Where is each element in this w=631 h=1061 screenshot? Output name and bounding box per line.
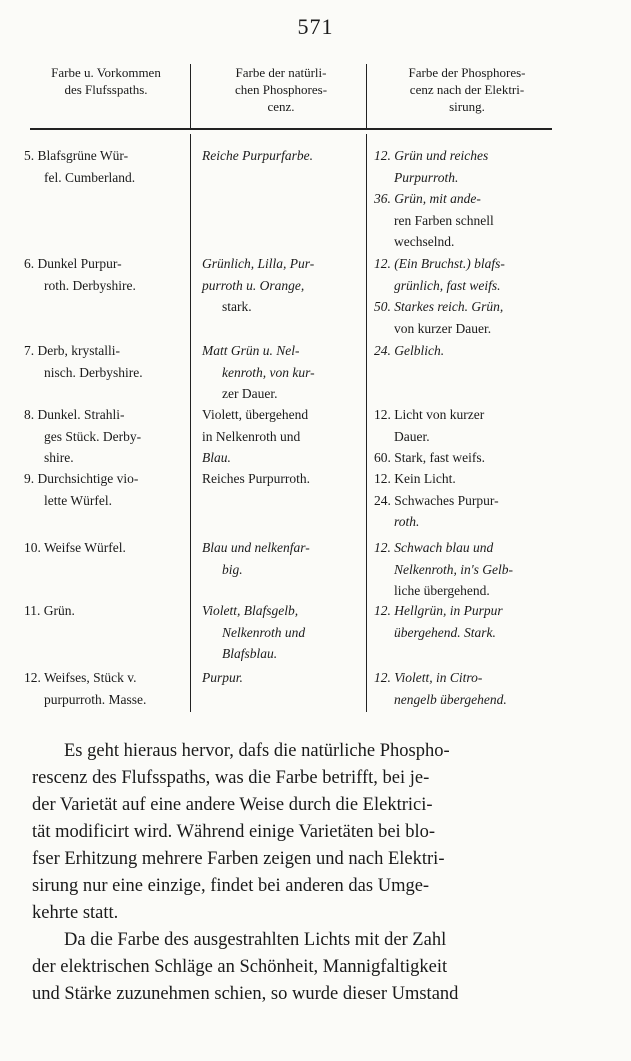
cell-line: 24. Schwaches Purpur- <box>374 492 499 508</box>
cell-line: 12. Grün und reiches <box>374 148 489 163</box>
electric-cell <box>374 600 554 643</box>
electric-cell <box>374 667 554 710</box>
cell-line: 5. Blafsgrüne Wür- <box>24 148 129 163</box>
cell-line: ren Farben schnell <box>394 212 494 228</box>
electric-cell <box>374 253 554 339</box>
cell-line: Purpurroth. <box>394 169 459 185</box>
electric-cell <box>374 537 554 602</box>
column-divider <box>190 134 191 712</box>
cell-line: Violett, Blafsgelb, <box>202 603 299 618</box>
cell-line: Nelkenroth und <box>222 624 306 640</box>
variety-cell <box>24 600 184 622</box>
cell-line: grünlich, fast weifs. <box>394 277 501 293</box>
variety-cell <box>24 340 184 383</box>
cell-line: 9. Durchsichtige vio- <box>24 471 139 486</box>
header-col-3 <box>372 64 562 115</box>
cell-line: Blafsblau. <box>222 646 278 661</box>
cell-line: Grünlich, Lilla, Pur- <box>202 256 315 271</box>
cell-line: purroth u. Orange, <box>202 277 305 293</box>
cell-line: stark. <box>222 299 252 314</box>
cell-line: ges Stück. Derby- <box>44 428 142 444</box>
cell-line: 12. Licht von kurzer <box>374 407 485 422</box>
cell-line: Dauer. <box>394 428 430 444</box>
header-divider <box>190 64 191 130</box>
electric-cell <box>374 340 554 362</box>
variety-cell <box>24 145 184 188</box>
header-line: Farbe der Phosphores- <box>408 65 526 80</box>
cell-line: purpurroth. Masse. <box>44 691 147 707</box>
text-line: rescenz des Flufsspaths, was die Farbe betrifft, bei je- <box>32 768 430 788</box>
text-line: der Varietät auf eine andere Weise durch die Elektrici- <box>32 795 433 815</box>
natural-cell <box>202 340 357 405</box>
cell-line: nengelb übergehend. <box>394 691 507 707</box>
natural-cell <box>202 667 357 689</box>
text-line: und Stärke zuzunehmen schien, so wurde dieser Umstand <box>32 984 459 1004</box>
cell-line: Blau. <box>202 450 231 465</box>
cell-line: roth. Derbyshire. <box>44 277 136 293</box>
cell-line: Reiches Purpurroth. <box>202 471 310 486</box>
cell-line: wechselnd. <box>394 234 455 249</box>
cell-line: Matt Grün u. Nel- <box>202 343 300 358</box>
cell-line: 36. Grün, mit ande- <box>374 191 481 206</box>
page-number: 571 <box>297 14 334 39</box>
body-text <box>32 738 552 1008</box>
cell-line: 50. Starkes reich. Grün, <box>374 299 504 314</box>
cell-line: übergehend. Stark. <box>394 624 496 640</box>
natural-cell <box>202 537 357 580</box>
cell-line: big. <box>222 561 243 577</box>
cell-line: 8. Dunkel. Strahli- <box>24 407 125 422</box>
cell-line: Blau und nelkenfar- <box>202 540 310 555</box>
cell-line: roth. <box>394 514 420 529</box>
text-line: Da die Farbe des ausgestrahlten Lichts mit der Zahl <box>64 930 447 950</box>
cell-line: 12. Schwach blau und <box>374 540 494 555</box>
cell-line: liche übergehend. <box>394 583 490 598</box>
text-line: tät modificirt wird. Während einige Varietäten bei blo- <box>32 822 436 842</box>
cell-line: Nelkenroth, in's Gelb- <box>394 561 513 577</box>
header-line: sirung. <box>449 99 485 114</box>
natural-cell <box>202 253 357 318</box>
cell-line: 10. Weifse Würfel. <box>24 540 126 555</box>
cell-line: fel. Cumberland. <box>44 169 136 185</box>
text-line: kehrte statt. <box>32 903 119 923</box>
column-divider <box>366 134 367 712</box>
cell-line: zer Dauer. <box>222 386 278 401</box>
header-col-2 <box>196 64 366 115</box>
cell-line: 11. Grün. <box>24 603 75 618</box>
cell-line: Purpur. <box>202 670 243 685</box>
header-line: cenz. <box>267 99 295 114</box>
cell-line: nisch. Derbyshire. <box>44 364 143 380</box>
variety-cell <box>24 667 184 710</box>
cell-line: lette Würfel. <box>44 492 112 508</box>
cell-line: von kurzer Dauer. <box>394 320 492 336</box>
paragraph <box>32 738 552 927</box>
variety-cell <box>24 404 184 469</box>
cell-line: 60. Stark, fast weifs. <box>374 450 485 465</box>
electric-cell <box>374 145 554 253</box>
paragraph <box>32 927 552 1008</box>
variety-cell <box>24 253 184 296</box>
cell-line: Violett, übergehend <box>202 407 309 422</box>
text-line: der elektrischen Schläge an Schönheit, Mannigfaltigkeit <box>32 957 448 977</box>
natural-cell <box>202 145 357 167</box>
table-header <box>20 58 560 128</box>
electric-cell <box>374 468 554 533</box>
natural-cell <box>202 468 357 490</box>
cell-line: 6. Dunkel Purpur- <box>24 256 122 271</box>
header-divider <box>366 64 367 130</box>
natural-cell <box>202 404 357 469</box>
variety-cell <box>24 537 184 559</box>
cell-line: 12. Kein Licht. <box>374 471 456 486</box>
header-line: des Flufsspaths. <box>64 82 148 97</box>
cell-line: 12. Weifses, Stück v. <box>24 670 137 685</box>
text-line: sirung nur eine einzige, findet bei anderen das Umge- <box>32 876 430 896</box>
text-line: Es geht hieraus hervor, dafs die natürliche Phospho- <box>64 741 450 761</box>
natural-cell <box>202 600 357 665</box>
header-line: cenz nach der Elektri- <box>409 82 525 97</box>
cell-line: Reiche Purpurfarbe. <box>202 148 313 163</box>
header-line: Farbe u. Vorkommen <box>51 65 161 80</box>
header-line: chen Phosphores- <box>234 82 328 97</box>
cell-line: in Nelkenroth und <box>202 428 301 444</box>
cell-line: shire. <box>44 450 74 465</box>
table-rule <box>30 128 552 130</box>
text-line: fser Erhitzung mehrere Farben zeigen und nach Elektri- <box>32 849 445 869</box>
cell-line: 12. Violett, in Citro- <box>374 670 483 685</box>
cell-line: 7. Derb, krystalli- <box>24 343 120 358</box>
electric-cell <box>374 404 554 469</box>
cell-line: 24. Gelblich. <box>374 343 445 358</box>
variety-cell <box>24 468 184 511</box>
cell-line: 12. (Ein Bruchst.) blafs- <box>374 256 505 271</box>
cell-line: kenroth, von kur- <box>222 364 315 380</box>
header-col-1 <box>26 64 186 98</box>
cell-line: 12. Hellgrün, in Purpur <box>374 603 503 618</box>
header-line: Farbe der natürli- <box>235 65 327 80</box>
